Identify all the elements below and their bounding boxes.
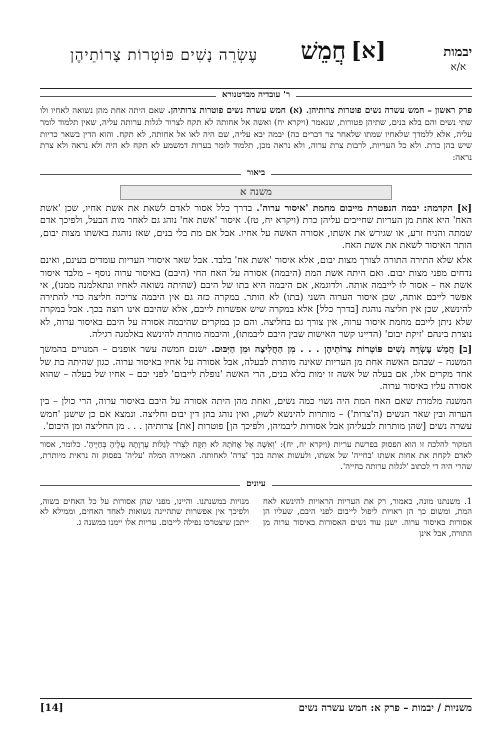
page-header <box>40 36 472 89</box>
footnote-column: 1. משנתנו מונה, כאמור, רק את העריות הראויות להינשא לאח המת, ומשום כך הן ראויות ליפול לייבום לפני היבם, שעליו הן אסורות באיסור ערוה. ישנן עוד נשים האסורות באיסור ערוה מן התורה, אבל אינן <box>263 495 472 538</box>
paragraph-number: [א] <box>457 203 472 215</box>
paragraph <box>40 203 472 252</box>
paragraph <box>40 255 472 341</box>
footnotes <box>40 496 472 538</box>
page <box>40 36 473 714</box>
paragraph <box>40 396 472 433</box>
paragraph-text: המשנה מלמדת שאם האח המת היה נשוי כמה נשים, ואחת מהן היתה אסורה על היבם באיסור ערוה, הרי כולן – בין הערוה ובין שאר הנשים (ה'צרות') – מותרות להינשא לשוק, ואין נוהג בהן דין יבום וחליצה. ונמצא אם כן שישנן 'חמש עשרה נשים [שהן מותרות לבעליהן אבל אסורות ליבמיהן, ולפיכך הן] פוטרות [את] צרותיהן . . . מן החליצה ומן היבום'. <box>40 396 472 433</box>
chapter-ref: א/א <box>450 62 466 73</box>
mishna-number: [א] <box>351 38 386 64</box>
source-note: המקור להלכה זו הוא הפסוק בפרשת עריות (ויקרא יח, יח): 'וְאִשָּׁה אֶל אֲחֹתָהּ לֹא תִקָּח לִצְרֹר לְגַלּוֹת עֶרְוָתָהּ עָלֶיהָ בְּחַיֶּיהָ'. כלומר, אסור לאדם לקחת את אחות אשתו 'בחייה' של אשתו, ולעשות אותה בכך 'צרה' לאחותה. האמירה המלה 'עליה' בפסוק זה נראית מיותרת, שהרי היה די לכתוב 'לגלות ערותה בחייה'. <box>40 436 472 471</box>
bartenura-commentary <box>40 105 472 163</box>
paragraph-text: בדרך כלל אסור לאדם לשאת את אשת אחיו, שכן 'אשת האח' היא אחת מן העריות שחייבים עליהן כרת (ויקרא יח, טז). איסור 'אשת אח' נוהג גם לאחר מות הבעל, ולפיכך אדם שמתה והניח זרע, או שגירש את אשתו, אסורה האשה על אחיו. אבל אם מת בלי בנים, שאז נוהגת באשתו מצות יבום, הותר האיסור לשאת את אשת האח. <box>40 203 472 251</box>
paragraph-lead: חֲמֵשׁ עֶשְׂרֵה נָשִׁים פּוֹטְרוֹת צָרוֹתֵיהֶן . . . מִן הַחֲלִיצָה וּמִן הַיִּבּוּם. <box>211 344 455 356</box>
footnotes-divider <box>40 478 472 492</box>
paragraph-lead: הקדמה: יבמה הנפטרת מייבום מחמת 'איסור ערוה'. <box>256 203 453 215</box>
footnote-column: מנויות במשנתנו. והיינו, מפני שהן אסורות על כל האחים בשוה, ולפיכך אין אפשרות שתהיינה נשואות לאחד האחים, וממילא לא ייתכן שיצטרכו נפילה לייבום. עריות אלו יימנו במשנה ג. <box>40 495 249 527</box>
bartenura-lead: פרק ראשון – חמש עשרה נשים פוטרות צרותיהן. (א) חמש עשרה נשים פוטרות צרותיהן. <box>167 106 472 116</box>
bartenura-divider <box>40 89 472 103</box>
footnotes-label: עיונים <box>240 479 272 489</box>
page-footer <box>40 698 472 719</box>
paragraph-number: [ב] <box>458 344 473 356</box>
header-title: עֶשְׂרֵה נָשִׁים פּוֹטְרוֹת צָרוֹתֵיהֶן <box>70 46 258 64</box>
footer-title: משניות / יבמות – פרק א: חמש עשרה נשים <box>298 703 472 714</box>
paragraph-text: אלא שלא התירה התורה לצורך מצות יבום, אלא איסור 'אשת אח' בלבד. אבל שאר איסורי העריות עומדים בעינם, ואינם נדחים מפני מצות יבום. ואם היתה אשת המת (היבמה) אסורה על האח החי (היבם) באיסור ערוה נוסף – מלבד איסור אשת אח – אסור לו לייבמה אותה. ולדוגמא, אם היבמה היא בתו של היבם (שהיתה נשואה לאחיו ונתאלמנה ממנו), אי אפשר לייבם אותה, שכן איסור הערוה השני (בתו) לא הותר. במקרה כזה גם אין היבמה צריכה חליצה כדי להתירה להינשא, שכן אין חליצה נוהגת [בדרך כלל] אלא במקרה שיש אפשרות לייבם, אלא שהיבם אינו רוצה בכך. אבל במקרה שלא ניתן לייבם מחמת איסור ערוה, אין צורך גם בחליצה. והם כן במקרים שהיבמה אסורה על היבם באיסור ערוה, לא נוצרת בינהם 'זיקת יבום' (הדיינו קשר האישות שבין היבם ליבמתו), והיבמה מותרת להינשא באלמנה רגילה. <box>40 255 472 340</box>
paragraph <box>40 344 472 393</box>
explain-divider <box>40 167 472 181</box>
header-main-word: חֲמֵשׁ <box>300 36 346 65</box>
paragraph-text: ישנם חמשה עשר אופנים – המנויים בהמשך המשנה – שבהם האשה אחת מן העריות שאינה מותרת לבעלה, אבל אסורה על אחיו באיסור ערוה. כגון שהיתה בת של אחד מקרים אלו, אם בעלה של אשה זו ימות בלא בנים, הרי האשה 'נופלת לייבום' לפני יבם – אחיו של בעלה – שהוא אסורה עליו באיסור ערוה. <box>40 344 472 393</box>
bartenura-label: ר' עובדיה מברטנורא <box>216 90 296 100</box>
bartenura-text: שאם היתה אחת מהן נשואה לאחיו ולו שתי נשים והם בלא בנים, שתיהן פטורות, שנאמר (ויקרא יח) ואשה אל אחותה לא תקח לצרור לגלות ערותה עליה, שאין תלמוד לומר עליה, אלא ללמדך שלאחיו שמתו שלאחר צר דברים כה) יבמה יבא עליה, שם היה לאו אל אחותה, לא תקח. והוא הדין בשאר כריות שיש בהן כרת. ולא כל העריות, לרבות צרת ערוה, ולא נראה מכן, תלמוד לומר בערות דמשמע לא תקח לא היה ולא נראה ולא צרת נראה: <box>40 105 472 162</box>
explanation-body <box>40 203 472 433</box>
tractate-name: יבמות <box>443 45 472 60</box>
mishna-heading: משנה א <box>120 185 392 200</box>
explain-label: ביאור <box>241 168 271 178</box>
page-number: [14] <box>40 703 64 714</box>
